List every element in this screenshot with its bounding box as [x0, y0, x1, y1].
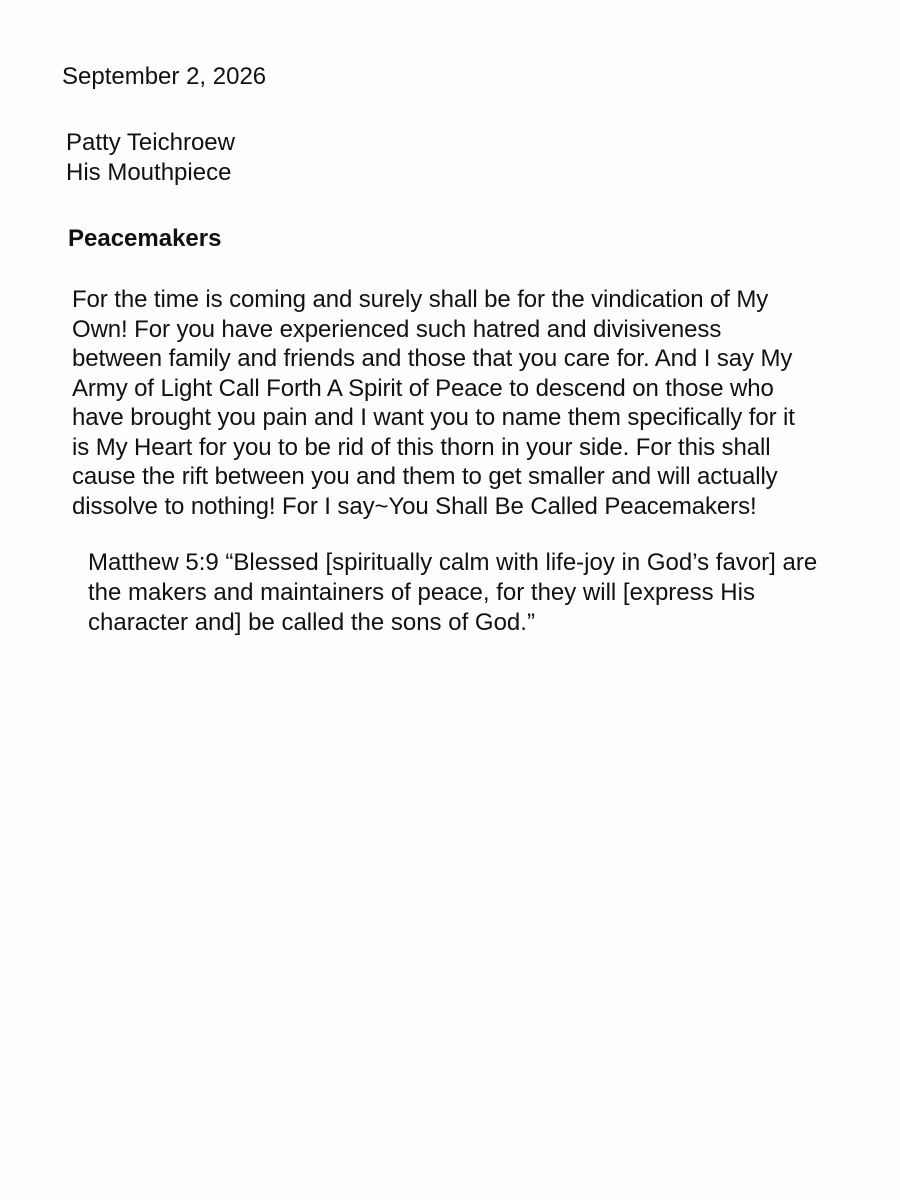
- body-line: cause the rift between you and them to get smaller and will actually: [72, 463, 778, 490]
- author-name: Patty Teichroew: [66, 129, 235, 156]
- body-line: between family and friends and those that you care for. And I say My: [72, 345, 793, 372]
- body-line: have brought you pain and I want you to name them specifically for it: [72, 404, 795, 431]
- scripture-line: the makers and maintainers of peace, for they will [express His: [88, 579, 755, 606]
- author-role: His Mouthpiece: [66, 159, 232, 186]
- body-line: Own! For you have experienced such hatred and divisiveness: [72, 315, 722, 343]
- scripture-quote: [88, 548, 868, 638]
- document-date: September 2, 2026: [62, 63, 267, 90]
- body-line: For the time is coming and surely shall be for the vindication of My: [72, 286, 769, 313]
- message-body: [72, 285, 872, 521]
- document-title: Peacemakers: [68, 225, 222, 252]
- body-line: dissolve to nothing! For I say~You Shall Be Called Peacemakers!: [72, 492, 757, 520]
- scripture-line: Matthew 5:9 “Blessed [spiritually calm with life-joy in God’s favor] are: [88, 549, 818, 576]
- body-line: is My Heart for you to be rid of this thorn in your side. For this shall: [72, 433, 771, 461]
- scripture-line: character and] be called the sons of God.”: [88, 609, 535, 636]
- body-line: Army of Light Call Forth A Spirit of Peace to descend on those who: [72, 374, 774, 402]
